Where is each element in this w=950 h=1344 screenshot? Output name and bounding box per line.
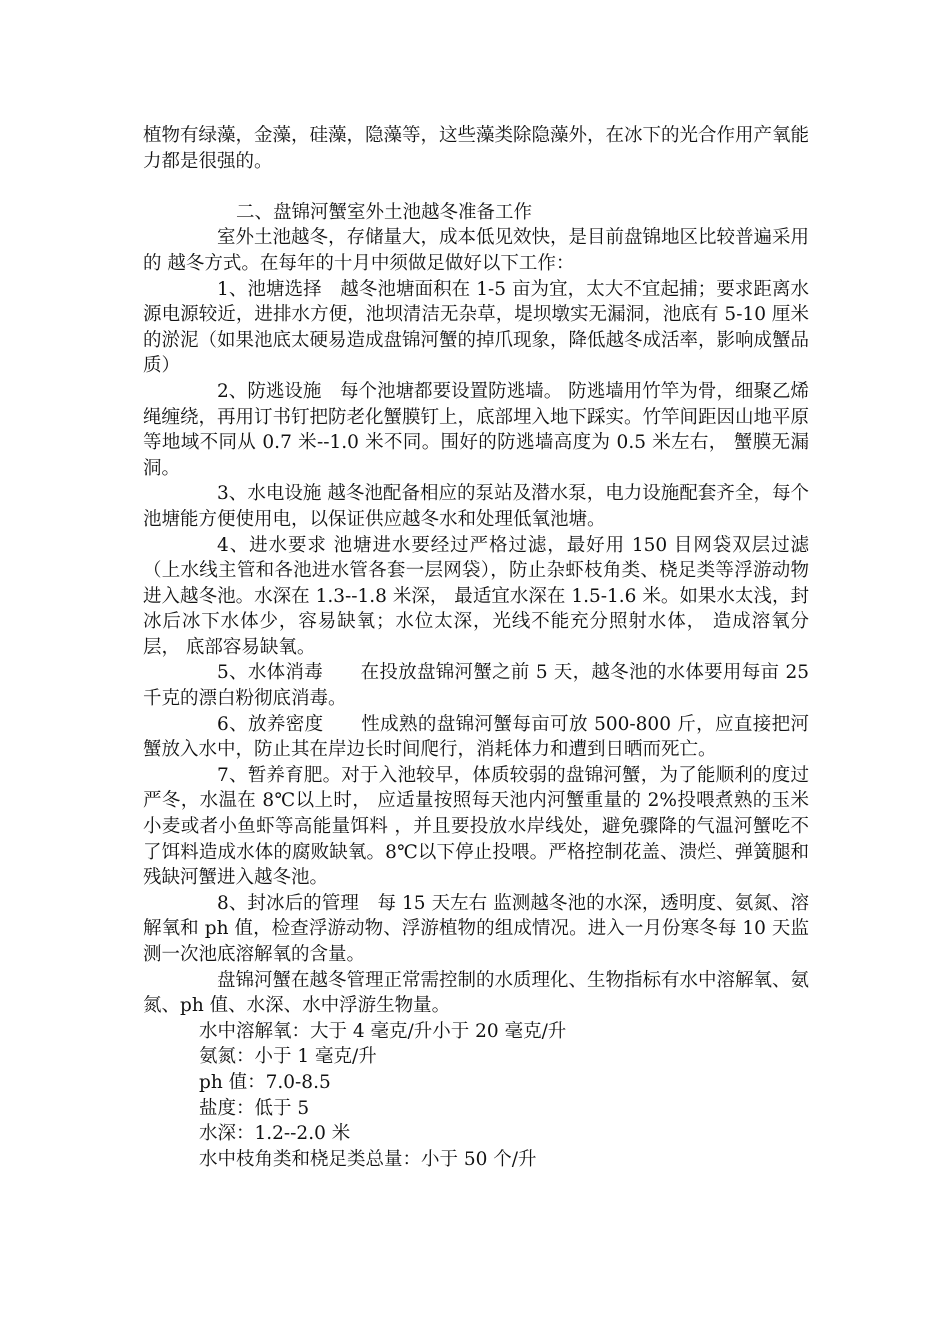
indicator-water-depth: 水深：1.2--2.0 米	[199, 1123, 351, 1145]
section-lead-paragraph: 室外土池越冬，存储量大，成本低见效快，是目前盘锦地区比较普遍采用的 越冬方式。在每年的十月中须做足做好以下工作：	[143, 227, 810, 274]
item-ice-management: 8、封冰后的管理 每 15 天左右 监测越冬池的水深，透明度、氨氮、溶解氧和 ph 值，检查浮游动物、浮游植物的组成情况。进入一月份寒冬每 10 天监测一次池底溶解氧的含量。	[143, 892, 809, 965]
summary-paragraph: 盘锦河蟹在越冬管理正常需控制的水质理化、生物指标有水中溶解氧、氨氮、ph 值、水深、水中浮游生物量。	[143, 969, 810, 1017]
item-pond-selection: 1、池塘选择 越冬池塘面积在 1-5 亩为宜，太大不宜起捕；要求距离水源电源较近，进排水方便，池坝清洁无杂草，堤坝墩实无漏洞，池底有 5-10 厘米的淤泥（如果池底太硬易造成盘锦河蟹的掉爪现象，降低越冬成活率，影响成蟹品质）	[143, 278, 810, 377]
document-body	[143, 123, 809, 1172]
indicator-ph: ph 值：7.0-8.5	[199, 1071, 331, 1093]
item-disinfection: 5、水体消毒 在投放盘锦河蟹之前 5 天，越冬池的水体要用每亩 25 千克的漂白粉彻底消毒。	[143, 662, 809, 710]
item-escape-prevention: 2、防逃设施 每个池塘都要设置防逃墙。 防逃墙用竹竿为骨，细聚乙烯绳缠绕，再用订书钉把防老化蟹膜钉上，底部埋入地下踩实。竹竿间距因山地平原等地域不同从 0.7 米--1.0 米不同。围好的防逃墙高度为 0.5 米左右， 蟹膜无漏洞。	[143, 380, 810, 479]
section-heading: 二、盘锦河蟹室外土池越冬准备工作	[236, 201, 533, 223]
item-stocking-density: 6、放养密度 性成熟的盘锦河蟹每亩可放 500-800 斤，应直接把河蟹放入水中，防止其在岸边长时间爬行，消耗体力和遭到日晒而死亡。	[143, 713, 809, 761]
indicator-dissolved-oxygen: 水中溶解氧：大于 4 毫克/升小于 20 毫克/升	[199, 1020, 567, 1042]
indicator-zooplankton: 水中枝角类和桡足类总量：小于 50 个/升	[199, 1148, 537, 1170]
item-water-intake: 4、进水要求 池塘进水要经过严格过滤，最好用 150 目网袋双层过滤（上水线主管和各池进水管各套一层网袋），防止杂虾枝角类、桡足类等浮游动物进入越冬池。水深在 1.3--1.8 米深， 最适宜水深在 1.5-1.6 米。如果水太浅，封冰后冰下水体少，容易缺氧；水位太深，光线不能充分照射水体， 造成溶氧分层， 底部容易缺氧。	[143, 534, 809, 658]
indicator-salinity: 盐度：低于 5	[199, 1097, 310, 1119]
item-fattening: 7、暂养育肥。对于入池较早，体质较弱的盘锦河蟹，为了能顺利的度过严冬，水温在 8℃以上时， 应适量按照每天池内河蟹重量的 2%投喂煮熟的玉米小麦或者小鱼虾等高能量饵料 ，并且要投放水岸线处，避免骤降的气温河蟹吃不了饵料造成水体的腐败缺氧。8℃以下停止投喂。严格控制花盖、溃烂、弹簧腿和残缺河蟹进入越冬池。	[143, 764, 809, 889]
intro-paragraph: 植物有绿藻，金藻，硅藻，隐藻等，这些藻类除隐藻外，在冰下的光合作用产氧能力都是很强的。	[143, 125, 810, 172]
item-water-electricity: 3、水电设施 越冬池配备相应的泵站及潜水泵，电力设施配套齐全，每个池塘能方便使用电，以保证供应越冬水和处理低氧池塘。	[143, 483, 809, 530]
indicator-ammonia: 氨氮：小于 1 毫克/升	[199, 1046, 377, 1068]
paragraph-spacer	[143, 174, 809, 200]
